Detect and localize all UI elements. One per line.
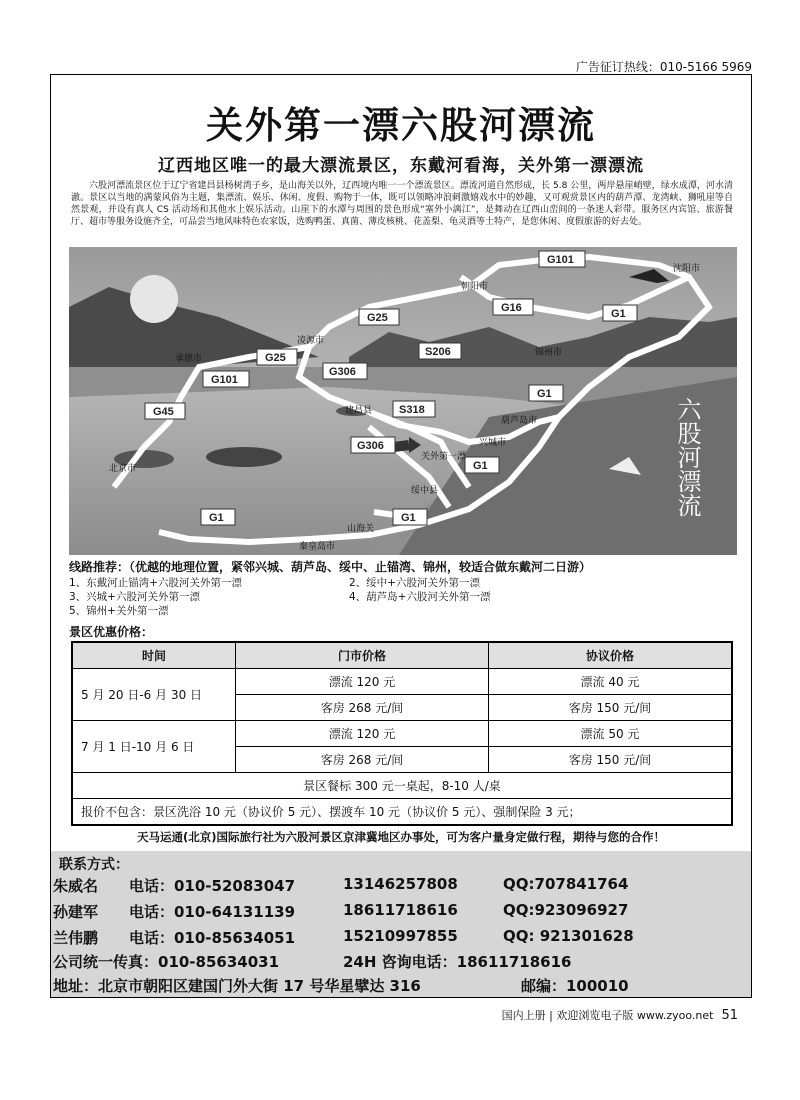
contact-qq: QQ:923096927 (503, 901, 629, 919)
road-label-G45 (145, 403, 185, 419)
road-label: G1 (611, 308, 626, 320)
contact-postcode: 邮编：100010 (521, 977, 629, 995)
city-label: 沈阳市 (673, 263, 701, 273)
period-cell: 7 月 1 日-10 月 6 日 (72, 721, 236, 773)
road-label-G25-west (257, 349, 297, 365)
road-label-S318 (393, 401, 435, 417)
table-row (72, 721, 732, 747)
route-item: 5、锦州+关外第一漂 (69, 605, 169, 617)
road-label: G101 (547, 254, 574, 266)
agreement-cell: 客房 150 元/间 (489, 695, 733, 721)
raft-icon (206, 447, 282, 467)
city-label: 锦州市 (535, 347, 563, 357)
contact-qq: QQ:707841764 (503, 875, 629, 893)
exclusions-cell: 报价不包含：景区洗浴 10 元（协议价 5 元）、摆渡车 10 元（协议价 5 元）、强制保险 3 元； (72, 799, 732, 826)
road-label-G1-ne (603, 305, 637, 321)
road-label-G306 (323, 363, 367, 379)
city-label: 绥中县 (411, 485, 439, 495)
road-label: S206 (425, 346, 451, 358)
route-item: 2、绥中+六股河关外第一漂 (349, 577, 480, 589)
ad-hotline: 广告征订热线：010-5166 5969 (575, 60, 752, 74)
contact-phone: 电话：010-85634051 (129, 929, 296, 947)
road-label: G1 (537, 388, 552, 400)
contact-name: 兰伟鹏 (53, 929, 99, 947)
table-row (72, 799, 732, 826)
city-label: 建昌县 (345, 405, 373, 415)
road-label: G25 (265, 352, 286, 364)
city-label: 秦皇岛市 (299, 541, 336, 551)
city-label: 山海关 (347, 523, 375, 533)
route-item: 4、葫芦岛+六股河关外第一漂 (349, 591, 491, 603)
contact-phone: 电话：010-64131139 (129, 903, 296, 921)
meal-cell: 景区餐标 300 元一桌起，8-10 人/桌 (72, 773, 732, 799)
road-label: G25 (367, 312, 388, 324)
table-header-row (72, 642, 732, 669)
city-label: 葫芦岛市 (501, 415, 538, 425)
agency-note: 天马运通(北京)国际旅行社为六股河景区京津冀地区办事处，可为客户量身定做行程，期待与您的合作！ (136, 830, 665, 844)
contact-mobile: 15210997855 (343, 927, 458, 945)
header-retail: 门市价格 (236, 642, 489, 669)
retail-cell: 漂流 120 元 (236, 721, 489, 747)
table-row (72, 773, 732, 799)
table-row (72, 669, 732, 695)
road-label: G1 (209, 512, 224, 524)
road-label-G1-sw (201, 509, 235, 525)
route-item: 3、兴城+六股河关外第一漂 (69, 591, 200, 603)
road-label: G1 (473, 460, 488, 472)
road-label-G1-mid (465, 457, 499, 473)
city-label: 北京市 (109, 463, 137, 473)
map-illustration (69, 247, 737, 555)
road-label-G101-west (203, 371, 249, 387)
contact-name: 朱威名 (53, 877, 99, 895)
city-label: 关外第一漂 (421, 451, 467, 461)
retail-cell: 漂流 120 元 (236, 669, 489, 695)
contact-fax: 公司统一传真：010-85634031 (53, 953, 280, 971)
price-table (71, 641, 733, 826)
road-label: G16 (501, 302, 522, 314)
calligraphy-title: 六股河漂流 (673, 397, 701, 517)
road-label-G306-s (351, 437, 395, 453)
city-label: 凌源市 (297, 335, 325, 345)
contact-title: 联系方式： (59, 857, 129, 873)
page-number: 51 (721, 1008, 738, 1023)
contact-qq: QQ: 921301628 (503, 927, 634, 945)
road-label-G16 (493, 299, 533, 315)
contact-phone: 电话：010-52083047 (129, 877, 296, 895)
retail-cell: 客房 268 元/间 (236, 695, 489, 721)
road-label: G306 (357, 440, 384, 452)
header-time: 时间 (72, 642, 236, 669)
contact-address: 地址：北京市朝阳区建国门外大街 17 号华星擘达 316 (53, 977, 421, 995)
footer-text: 国内上册 | 欢迎浏览电子版 www.zyoo.net (501, 1009, 714, 1022)
road-label-S206 (419, 343, 461, 359)
page-subtitle: 辽西地区唯一的最大漂流景区，东戴河看海，关外第一漂漂流 (158, 156, 644, 176)
period-cell: 5 月 20 日-6 月 30 日 (72, 669, 236, 721)
road-label: G306 (329, 366, 356, 378)
ad-frame (50, 74, 752, 998)
logo-moon-icon (130, 275, 178, 323)
route-recommend-title: 线路推荐：（优越的地理位置，紧邻兴城、葫芦岛、绥中、止锚湾、锦州，较适合做东戴河二日游） (69, 560, 592, 574)
contact-name: 孙建军 (53, 903, 99, 921)
city-label: 承德市 (175, 353, 203, 363)
contact-panel (51, 851, 751, 997)
agreement-cell: 漂流 50 元 (489, 721, 733, 747)
contact-mobile: 13146257808 (343, 875, 458, 893)
road-label: G1 (401, 512, 416, 524)
contact-hotline: 24H 咨询电话：18611718616 (343, 953, 572, 971)
road-label: S318 (399, 404, 425, 416)
intro-paragraph: 六股河漂流景区位于辽宁省建昌县杨树湾子乡，是山海关以外，辽西境内唯一一个漂流景区。漂流河道自然形成，长 5.8 公里，两岸悬崖峭壁，绿水成潭，河水清澈。景区以当地的满蒙风俗为主题，集漂流、娱乐、休闲、度假、购物于一体，既可以领略冲浪刺激嬉戏水中的妙趣，又可观赏景区内的葫芦潭、龙湾峡、狮吼崖等自然景观，并设有真人 CS 活动场和其他水上娱乐活动。山崖下的水潭与周围的景色形成“塞外小漓江”，是舞动在辽西山峦间的一条迷人彩带。服务区内宾馆、旅游餐厅、超市等服务设施齐全，可品尝当地风味特色农家饭，选购鸭蛋、真菌、薄皮核桃、花盖梨、龟灵酒等土特产，是您休闲、度假旅游的好去处。 (71, 181, 733, 227)
road-label-G1-e (529, 385, 563, 401)
retail-cell: 客房 268 元/间 (236, 747, 489, 773)
road-label-G25 (359, 309, 399, 325)
route-item: 1、东戴河止锚湾+六股河关外第一漂 (69, 577, 242, 589)
road-label: G45 (153, 406, 174, 418)
price-title: 景区优惠价格： (69, 625, 154, 639)
page-footer (502, 1007, 738, 1023)
route-map-photo (69, 247, 737, 555)
road-label-G1-s (393, 509, 427, 525)
agreement-cell: 漂流 40 元 (489, 669, 733, 695)
header-agreement: 协议价格 (489, 642, 733, 669)
agreement-cell: 客房 150 元/间 (489, 747, 733, 773)
city-label: 朝阳市 (461, 281, 489, 291)
road-label-G101-north (539, 251, 585, 267)
page-title: 关外第一漂六股河漂流 (206, 103, 596, 147)
road-label: G101 (211, 374, 238, 386)
contact-mobile: 18611718616 (343, 901, 458, 919)
city-label: 兴城市 (479, 437, 507, 447)
